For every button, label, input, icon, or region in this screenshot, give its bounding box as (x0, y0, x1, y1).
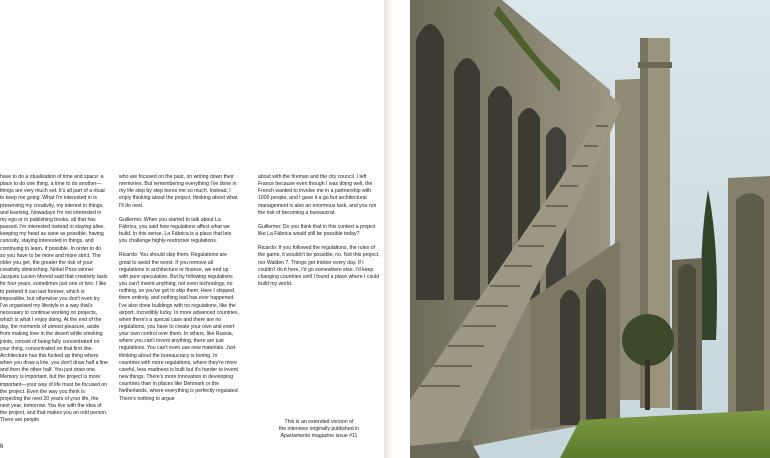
magazine-name: Apartamento (280, 433, 311, 440)
caption-line: This is an extended version of (284, 419, 354, 425)
paragraph: Guillermo: When you started to talk about La Fábrica, you said how regulations affect what we build. In this sense, La Fábrica is a place that lets you challenge highly-restrictive regulations. (119, 216, 232, 245)
architecture-photo (410, 0, 770, 458)
left-page (0, 0, 384, 458)
text-column-2 (119, 174, 239, 444)
paragraph: Guillermo: Do you think that in this context a project like La Fábrica would still be possible today? (258, 223, 376, 238)
lower-arch (560, 290, 580, 425)
paragraph: have to do a ritualisation of time and space: a place to do one thing, a time to do another—things are very much set. It's all part of a ritual to keep me going. What I'm interested in is preserving my creativity, my interest in things, and learning. Nowadays I'm not interested in my ego or in publishing books, all that has passed. I'm interested instead in staying alive, keeping my head as sane as possible, having curiosity, staying interested in things, and continuing to learn, if possible. In order to do so you have to be more and more strict. The older you get, the greater the risk of your creativity diminishing. Nobel Prize winner Jacques Lucien Monod said that creativity lasts for four years, sometimes just one or two. I like to pretend it can last forever, which is impossible, but otherwise you don't even try. I've organised my lifestyle in a way that's necessary to continue working on projects, which is what I enjoy doing. At the end of the day, the moments of utmost pleasure, aside from making love in the desert while smoking joints, consist of being fully concentrated on your thing, concentrated on that first line. Architecture has this fucked up thing where when you draw a line, you don't draw half a line and then the other half. You just draw one. Memory is important, but the project is more important—your way of life must be focused on the project. Even the way you think is projecting the next 20 years of your life, the next year, tomorrow. You live with the idea of the project, and that makes you an odd person. There are people (0, 174, 108, 424)
article-note-caption (262, 419, 376, 441)
paragraph: Ricardo: You should skip them. Regulations are great to avoid the worst. If you remove all regulations in architecture or finance, we end up with pure speculation. But by following regulations you can't invent anything, not even technology, no nothing, so you've got to skip them. Here I skipped them entirely, and nothing bad has ever happened. I've also done buildings with no regulations, like the airport. Incredibly lucky. In more advanced countries, when there's a special case and there are no regulations, you have to create your own and exert your own control over them. In others, like Russia, where you can't invent anything, there are just regulations. You can't even use new materials. Just thinking about the bureaucracy is boring. In countries with more regulations, where they're more careful, less madness is built but it's harder to invent new things. There's more innovation in developing countries than in places like Denmark or the Netherlands, where everything is perfectly regulated. There's nothing to argue (119, 252, 239, 402)
page-number: 6 (0, 444, 4, 450)
arch (416, 24, 444, 300)
paragraph: Ricardo: If you followed the regulations, the rules of the game, it wouldn't be possible, no. Not this project, nor Walden 7. Things get trickier every day. If I couldn't do it here, I'd go somewhere else. I'd keep changing countries until I found a place where I could build my world. (258, 245, 380, 288)
caption-issue: magazine issue #11 (310, 433, 358, 440)
text-column-1 (0, 174, 108, 450)
garden-tree (622, 314, 674, 366)
arch (454, 58, 480, 300)
caption-line (262, 433, 376, 440)
paragraph: about with the fireman and the city council. I left France because even though I was doing well, the French wanted to involve me in a partnership with 1000 people, and I gave it a go but architectural management is also an enormous task, and you run the risk of becoming a bureaucrat. (258, 174, 377, 216)
paragraph: who are focused on the past, on writing down their memories. But remembering everything I've done in my life step by step bores me so much. Instead, I enjoy thinking about the project, thinking about what I'll do next. (119, 174, 238, 209)
text-column-3 (258, 174, 380, 334)
caption-line: the interview originally published in (278, 426, 360, 433)
lower-arch (586, 279, 606, 422)
gutter (384, 0, 410, 458)
photo-illustration (410, 0, 770, 458)
